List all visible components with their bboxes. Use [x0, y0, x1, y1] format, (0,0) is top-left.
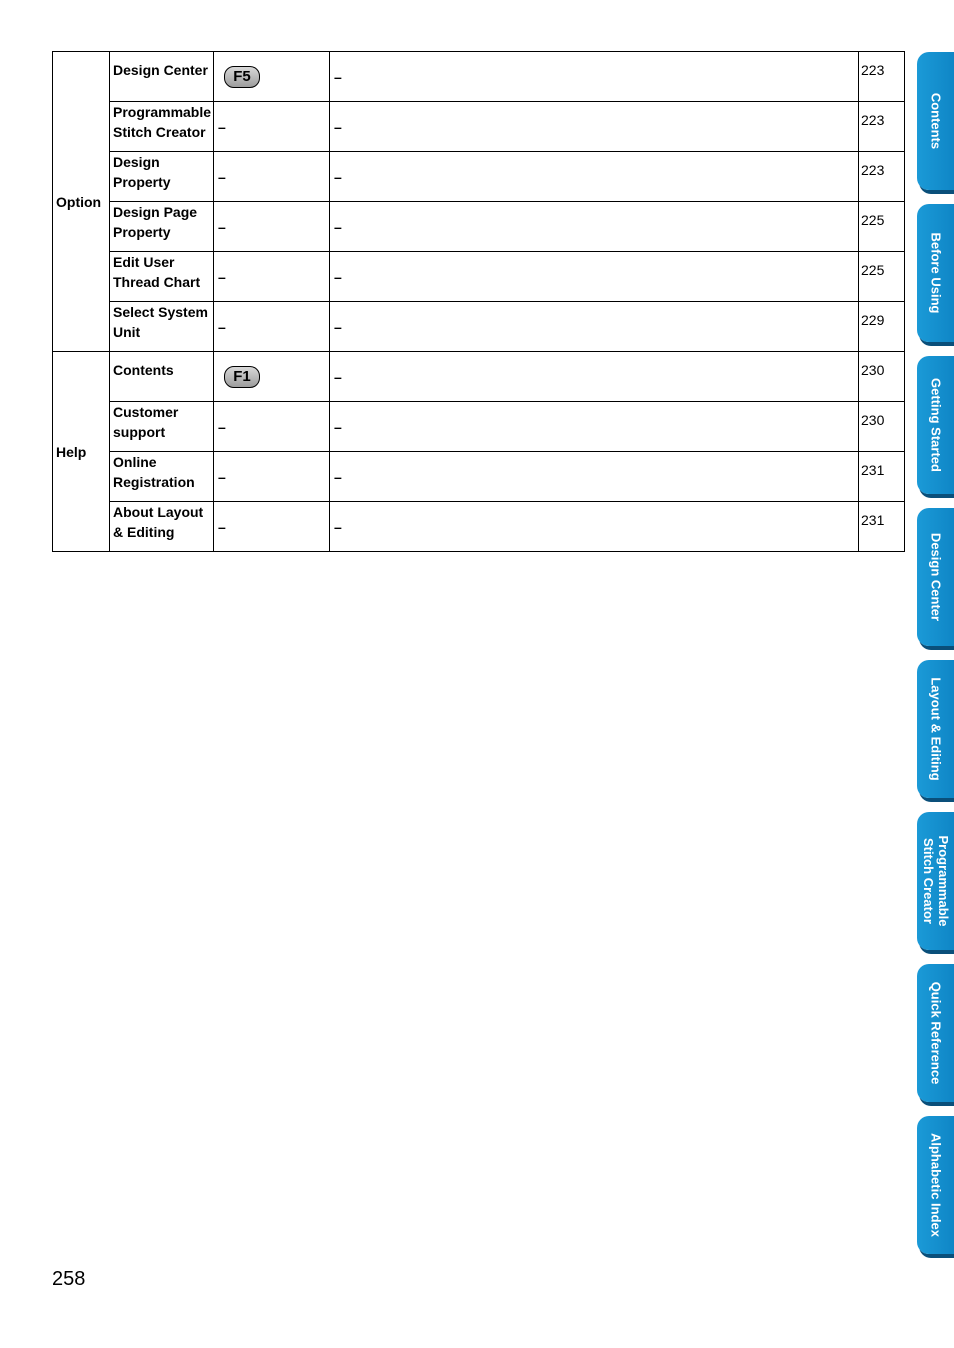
shortcut-cell: –	[214, 252, 330, 302]
side-tab-contents[interactable]	[917, 52, 954, 190]
side-tab-label: Before Using	[928, 232, 943, 314]
shortcut-cell: –	[214, 452, 330, 502]
desc-cell: –	[330, 102, 859, 152]
page-ref: 225	[859, 252, 905, 302]
shortcut-cell: –	[214, 202, 330, 252]
item-label: Contents	[110, 352, 214, 402]
item-label: Design Page Property	[110, 202, 214, 252]
page-number: 258	[52, 1268, 86, 1290]
page-ref: 229	[859, 302, 905, 352]
group-label-option: Option	[53, 52, 110, 352]
desc-cell: –	[330, 52, 859, 102]
side-tab-getting-started[interactable]	[917, 356, 954, 494]
side-tab-label: Design Center	[928, 532, 943, 622]
table-row	[53, 452, 905, 502]
side-tab-label: Quick Reference	[928, 981, 943, 1085]
shortcut-cell: –	[214, 102, 330, 152]
item-label: Edit User Thread Chart	[110, 252, 214, 302]
page-ref: 231	[859, 452, 905, 502]
side-tab-label: Contents	[928, 92, 943, 150]
shortcut-cell	[214, 52, 330, 102]
side-tab-layout-editing[interactable]	[917, 660, 954, 798]
side-tab-design-center[interactable]	[917, 508, 954, 646]
page-ref: 230	[859, 402, 905, 452]
table-row	[53, 352, 905, 402]
table-row	[53, 152, 905, 202]
item-label: Online Registration	[110, 452, 214, 502]
page-ref: 223	[859, 102, 905, 152]
shortcut-cell	[214, 352, 330, 402]
shortcut-cell: –	[214, 402, 330, 452]
side-tab-quick-reference[interactable]	[917, 964, 954, 1102]
table-row	[53, 202, 905, 252]
side-tab-before-using[interactable]	[917, 204, 954, 342]
shortcut-cell: –	[214, 152, 330, 202]
desc-cell: –	[330, 152, 859, 202]
table-row	[53, 502, 905, 552]
desc-cell: –	[330, 352, 859, 402]
item-label: Design Center	[110, 52, 214, 102]
side-tab-label: Programmable Stitch Creator	[920, 835, 951, 927]
item-label: Customer support	[110, 402, 214, 452]
desc-cell: –	[330, 452, 859, 502]
group-label-help: Help	[53, 352, 110, 552]
side-tab-alphabetic-index[interactable]	[917, 1116, 954, 1254]
table-row	[53, 252, 905, 302]
item-label: Programmable Stitch Creator	[110, 102, 214, 152]
table-row	[53, 302, 905, 352]
item-label: About Layout & Editing	[110, 502, 214, 552]
table-row	[53, 402, 905, 452]
desc-cell: –	[330, 502, 859, 552]
desc-cell: –	[330, 252, 859, 302]
page-ref: 230	[859, 352, 905, 402]
f1-key-icon: F1	[224, 366, 260, 388]
shortcut-cell: –	[214, 302, 330, 352]
side-tab-programmable-stitch-creator[interactable]	[917, 812, 954, 950]
page-ref: 223	[859, 52, 905, 102]
page-ref: 231	[859, 502, 905, 552]
side-tab-label: Layout & Editing	[928, 677, 943, 781]
reference-table	[52, 51, 905, 552]
side-tab-label: Getting Started	[928, 378, 943, 472]
desc-cell: –	[330, 302, 859, 352]
item-label: Select System Unit	[110, 302, 214, 352]
item-label: Design Property	[110, 152, 214, 202]
page-ref: 225	[859, 202, 905, 252]
desc-cell: –	[330, 202, 859, 252]
desc-cell: –	[330, 402, 859, 452]
shortcut-cell: –	[214, 502, 330, 552]
table-row	[53, 52, 905, 102]
f5-key-icon: F5	[224, 66, 260, 88]
table-row	[53, 102, 905, 152]
side-tab-label: Alphabetic Index	[928, 1132, 943, 1238]
page-ref: 223	[859, 152, 905, 202]
